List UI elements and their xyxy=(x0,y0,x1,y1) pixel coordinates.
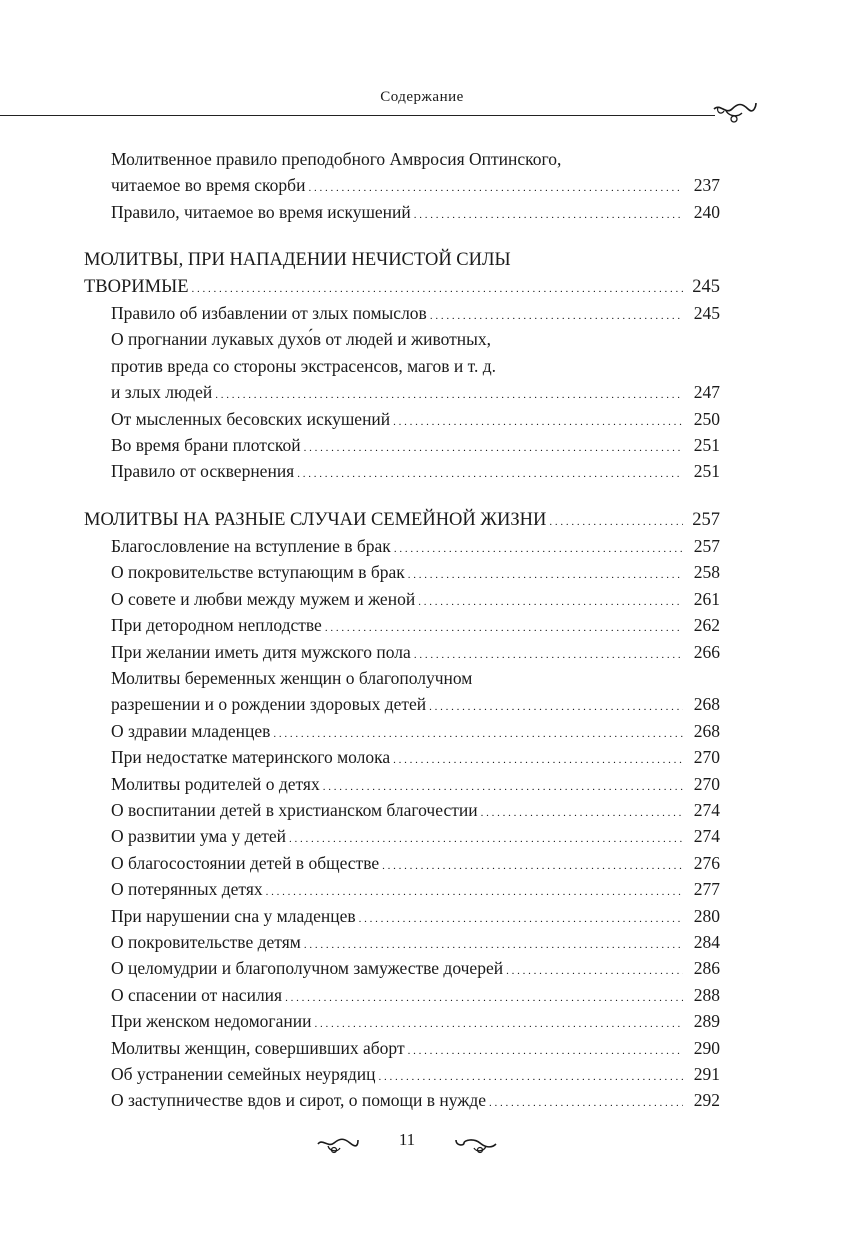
toc-section-heading xyxy=(84,507,720,533)
toc-entry-title: Правило об избавлении от злых помыслов xyxy=(111,302,427,323)
dot-leader xyxy=(304,432,683,461)
toc-entry xyxy=(84,1035,720,1061)
toc-page-number: 258 xyxy=(693,562,720,583)
toc-page-number: 290 xyxy=(693,1037,720,1058)
toc-entry xyxy=(84,929,720,955)
toc-entry-title: О прогнании лукавых духо́в от людей и животных, xyxy=(111,329,492,350)
dot-leader xyxy=(414,639,683,668)
toc-entry-title: Во время брани плотской xyxy=(111,434,301,455)
running-head: Содержание xyxy=(380,89,464,105)
dot-leader xyxy=(266,876,683,905)
dot-leader xyxy=(273,718,683,747)
dot-leader xyxy=(314,1008,683,1037)
dot-leader xyxy=(359,903,683,932)
toc-entry xyxy=(84,691,720,717)
toc-entry xyxy=(84,379,720,405)
toc-entry xyxy=(84,665,720,691)
toc-entry xyxy=(84,612,720,638)
toc-entry xyxy=(84,955,720,981)
toc-page-number: 251 xyxy=(693,434,720,455)
dot-leader xyxy=(481,797,683,826)
toc-entry xyxy=(84,432,720,458)
toc-entry-title: МОЛИТВЫ НА РАЗНЫЕ СЛУЧАИ СЕМЕЙНОЙ ЖИЗНИ xyxy=(84,509,547,530)
toc-page-number: 280 xyxy=(693,905,720,926)
dot-leader xyxy=(393,744,683,773)
toc-entry-title: О развитии ума у детей xyxy=(111,826,287,847)
toc-entry-title: и злых людей xyxy=(111,382,213,403)
dot-leader xyxy=(379,1061,684,1090)
toc-entry xyxy=(84,326,720,352)
dot-leader xyxy=(192,274,683,302)
toc-entry-title: Молитвы беременных женщин о благополучном xyxy=(111,668,473,689)
toc-entry-title: От мысленных бесовских искушений xyxy=(111,408,391,429)
dot-leader xyxy=(408,559,683,588)
toc-entry-title: Молитвенное правило преподобного Амвросия Оптинского, xyxy=(111,149,562,169)
toc-page-number: 245 xyxy=(693,302,720,323)
toc-entry-title: О спасении от насилия xyxy=(111,984,283,1005)
dot-leader xyxy=(393,406,683,435)
toc-entry-title: О благосостоянии детей в обществе xyxy=(111,852,380,873)
toc-entry xyxy=(84,744,720,770)
toc-entry-title: О совете и любви между мужем и женой xyxy=(111,588,416,609)
toc-entry-title: При детородном неплодстве xyxy=(111,615,322,636)
toc-entry xyxy=(84,639,720,665)
toc-entry-title: О покровительстве детям xyxy=(111,931,301,952)
toc-entry xyxy=(84,586,720,612)
toc-entry-title: ТВОРИМЫЕ xyxy=(84,276,189,297)
toc-entry-title: О покровительстве вступающим в брак xyxy=(111,562,405,583)
dot-leader xyxy=(382,850,683,879)
dot-leader xyxy=(549,507,683,535)
toc-page-number: 247 xyxy=(693,382,720,403)
toc-page-number: 268 xyxy=(693,694,720,715)
dot-leader xyxy=(325,612,683,641)
toc-section-heading xyxy=(84,247,720,273)
toc-entry-title: При нарушении сна у младенцев xyxy=(111,905,356,926)
dot-leader xyxy=(414,199,683,228)
toc-entry-title: При недостатке материнского молока xyxy=(111,747,391,768)
dot-leader xyxy=(418,586,683,615)
toc-entry xyxy=(84,199,720,225)
toc-page-number: 270 xyxy=(693,773,720,794)
toc-entry xyxy=(84,1061,720,1087)
toc-page-number: 250 xyxy=(693,408,720,429)
flourish-icon xyxy=(712,101,758,127)
toc-page-number: 257 xyxy=(693,536,720,557)
toc-entry xyxy=(84,982,720,1008)
toc-entry-title: Молитвы женщин, совершивших аборт xyxy=(111,1037,405,1058)
toc-page-number: 245 xyxy=(692,276,720,297)
toc-page-number: 288 xyxy=(693,984,720,1005)
toc-page-number: 292 xyxy=(693,1090,720,1111)
flourish-icon xyxy=(454,1134,498,1156)
toc-section-heading xyxy=(84,274,720,300)
toc-page-number: 270 xyxy=(693,747,720,768)
toc-entry-title: Правило, читаемое во время искушений xyxy=(111,201,411,222)
toc-entry xyxy=(84,903,720,929)
dot-leader xyxy=(430,300,683,329)
dot-leader xyxy=(408,1035,683,1064)
toc-page-number: 286 xyxy=(693,958,720,979)
toc-entry xyxy=(84,300,720,326)
toc-entry-title: О заступничестве вдов и сирот, о помощи в нужде xyxy=(111,1090,487,1111)
toc-entry-title: разрешении и о рождении здоровых детей xyxy=(111,694,427,715)
toc-entry xyxy=(84,876,720,902)
dot-leader xyxy=(289,823,683,852)
toc-entry-title: При женском недомогании xyxy=(111,1011,312,1032)
toc-entry xyxy=(84,146,720,172)
toc-entry-title: О целомудрии и благополучном замужестве дочерей xyxy=(111,958,504,979)
toc-entry-title: О воспитании детей в христианском благочестии xyxy=(111,799,478,820)
dot-leader xyxy=(506,955,683,984)
toc-entry xyxy=(84,823,720,849)
toc-entry xyxy=(84,1087,720,1113)
toc-entry xyxy=(84,850,720,876)
toc-entry xyxy=(84,797,720,823)
toc-page-number: 257 xyxy=(692,509,720,530)
toc-page-number: 251 xyxy=(693,461,720,482)
toc-entry-title: При желании иметь дитя мужского пола xyxy=(111,641,411,662)
toc-entry-title: Благословление на вступление в брак xyxy=(111,536,391,557)
toc-entry xyxy=(84,718,720,744)
toc-page-number: 240 xyxy=(693,201,720,222)
toc-entry xyxy=(84,559,720,585)
dot-leader xyxy=(285,982,683,1011)
toc-entry xyxy=(84,353,720,379)
toc-page-number: 266 xyxy=(693,641,720,662)
toc-entry-title: Об устранении семейных неурядиц xyxy=(111,1063,376,1084)
toc-entry-title: О потерянных детях xyxy=(111,879,263,900)
section-spacer xyxy=(84,485,720,507)
toc-page-number: 274 xyxy=(693,799,720,820)
toc-page-number: 284 xyxy=(693,931,720,952)
toc-entry xyxy=(84,771,720,797)
dot-leader xyxy=(394,533,683,562)
toc-entry xyxy=(84,533,720,559)
toc-page-number: 289 xyxy=(693,1011,720,1032)
toc-entry-title: Правило от осквернения xyxy=(111,461,295,482)
toc-entry-title: Молитвы родителей о детях xyxy=(111,773,320,794)
toc-entry-title: МОЛИТВЫ, ПРИ НАПАДЕНИИ НЕЧИСТОЙ СИЛЫ xyxy=(84,250,511,271)
flourish-icon xyxy=(316,1134,360,1156)
dot-leader xyxy=(489,1087,683,1116)
toc-page-number: 276 xyxy=(693,852,720,873)
dot-leader xyxy=(215,379,683,408)
toc-page-number: 274 xyxy=(693,826,720,847)
toc-page-number: 262 xyxy=(693,615,720,636)
page-footer xyxy=(0,1128,844,1158)
dot-leader xyxy=(297,458,683,487)
dot-leader xyxy=(308,172,683,201)
toc-entry-title: О здравии младенцев xyxy=(111,720,271,741)
toc-page-number: 277 xyxy=(693,879,720,900)
toc-entry xyxy=(84,172,720,198)
dot-leader xyxy=(304,929,683,958)
dot-leader xyxy=(323,771,683,800)
toc-page-number: 237 xyxy=(693,175,720,196)
toc-entry-title: против вреда со стороны экстрасенсов, магов и т. д. xyxy=(111,355,497,376)
toc-entry xyxy=(84,1008,720,1034)
toc-page-number: 261 xyxy=(693,588,720,609)
toc-page-number: 268 xyxy=(693,720,720,741)
toc-entry xyxy=(84,406,720,432)
toc-entry-title: читаемое во время скорби xyxy=(111,175,306,196)
table-of-contents xyxy=(84,146,720,1114)
dot-leader xyxy=(429,691,683,720)
section-spacer xyxy=(84,225,720,247)
header-rule xyxy=(0,115,715,116)
page-number: 11 xyxy=(398,1130,416,1149)
toc-entry xyxy=(84,458,720,484)
toc-page-number: 291 xyxy=(693,1063,720,1084)
